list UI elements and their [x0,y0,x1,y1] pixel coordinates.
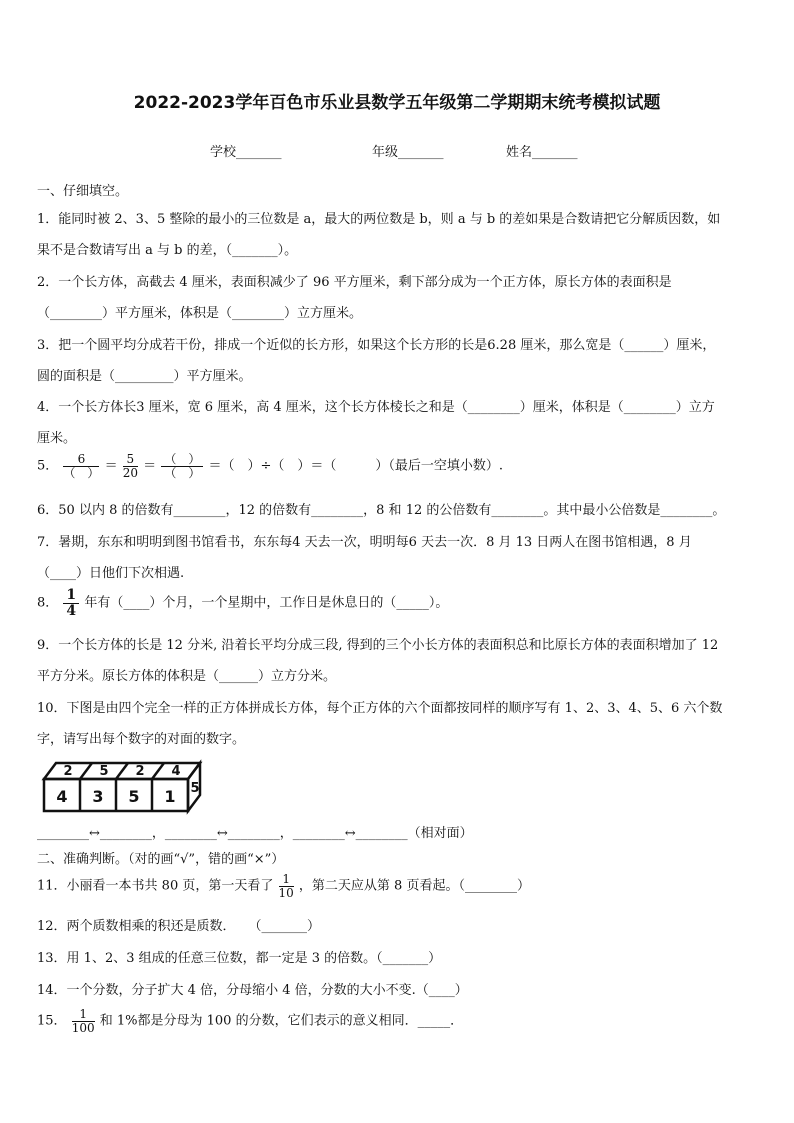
question-4-line-2: 厘米。 [37,431,77,446]
section-heading-2: 二、准确判断。（对的画“√”，错的画“×”） [37,852,285,867]
denominator: 4 [66,602,77,619]
question-2-line-2: （________）平方厘米，体积是（________）立方厘米。 [37,306,363,321]
question-1-line-2: 果不是合数请写出 a 与 b 的差，（_______）。 [37,243,298,258]
question-11-text-end: ，第二天应从第 8 页看起。（________） [298,878,530,894]
question-8-text: 年有（____）个月，一个星期中，工作日是休息日的（_____）。 [84,595,449,611]
question-12: 12．两个质数相乘的积还是质数． （_______） [37,919,321,934]
denominator: 10 [278,885,294,900]
question-1-line-1: 1．能同时被 2、3、5 整除的最小的三位数是 a，最大的两位数是 b，则 a 与 b 的差如果是合数请把它分解质因数，如 [37,212,721,227]
page-title: 2022-2023学年百色市乐业县数学五年级第二学期期末统考模拟试题 [133,93,661,113]
cube-front-digit: 3 [92,787,104,806]
question-4-line-1: 4．一个长方体长3 厘米，宽 6 厘米，高 4 厘米，这个长方体棱长之和是（________）厘米，体积是（________）立方 [37,400,715,415]
question-7-line-2: （____）日他们下次相遇. [37,566,185,581]
question-9-line-1: 9．一个长方体的长是 12 分米, 沿着长平均分成三段, 得到的三个小长方体的表面积总和比原长方体的表面积增加了 12 [37,638,719,653]
denominator: 20 [122,465,139,480]
question-15-text: 和 1%都是分母为 100 的分数，它们表示的意义相同．_____． [99,1013,464,1029]
fraction [161,453,203,479]
cube-top-digit: 2 [135,764,145,779]
question-10-line-1: 10．下图是由四个完全一样的正方体拼成长方体，每个正方体的六个面都按同样的顺序写有 1、2、3、4、5、6 六个数 [37,701,723,716]
equals-sign: ＝ [104,458,118,474]
denominator: （ ） [63,465,100,480]
question-14: 14．一个分数，分子扩大 4 倍，分母缩小 4 倍，分数的大小不变.（____） [37,983,468,998]
numerator: 1 [279,873,294,887]
question-5-rest: ＝（ ）÷（ ）＝（ ）（最后一空填小数）. [208,458,503,474]
question-3-line-1: 3．把一个圆平均分成若干份，排成一个近似的长方形，如果这个长方形的长是6.28 厘米，那么宽是（______）厘米， [37,338,716,353]
numerator: 6 [63,453,99,467]
fraction [279,873,294,899]
question-6: 6．50 以内 8 的倍数有________，12 的倍数有________，8 和 12 的公倍数有________。其中最小公倍数是________。 [37,503,726,518]
fraction [63,588,79,618]
school-field: 学校_______ [210,145,282,160]
equals-sign: ＝ [143,458,157,474]
fraction [72,1008,95,1034]
cube-side-digit: 5 [190,781,200,796]
name-field: 姓名_______ [506,145,578,160]
fraction [63,453,99,479]
numerator: 5 [123,453,138,467]
grade-field: 年级_______ [372,145,444,160]
numerator: （ ） [161,453,203,467]
question-9-line-2: 平方分米。原长方体的体积是（______）立方分米。 [37,669,337,684]
question-5-number: 5． [37,458,59,474]
cube-row-figure [40,755,205,815]
question-3-line-2: 圆的面积是（_________）平方厘米。 [37,369,252,384]
question-11-text: 11．小丽看一本书共 80 页，第一天看了 [37,878,274,894]
cube-front-digit: 1 [164,787,176,806]
question-13: 13．用 1、2、3 组成的任意三位数，都一定是 3 的倍数。（_______） [37,951,442,966]
numerator: 1 [72,1008,95,1022]
question-8-number: 8． [37,595,59,611]
numerator: 1 [63,588,79,604]
question-15-number: 15． [37,1013,67,1029]
question-10-answer-line: ________↔________，________↔________，________↔________（相对面） [37,826,473,841]
question-5 [37,453,503,479]
cube-top-digit: 2 [63,764,73,779]
denominator: （ ） [164,465,201,480]
fraction [123,453,138,479]
section-heading-1: 一、仔细填空。 [37,184,129,199]
cube-top-digit: 4 [171,764,181,779]
cube-front-digit: 5 [128,787,140,806]
denominator: 100 [71,1020,95,1035]
cube-top-digit: 5 [99,764,109,779]
question-7-line-1: 7．暑期，东东和明明到图书馆看书，东东每4 天去一次，明明每6 天去一次．8 月 13 日两人在图书馆相遇，8 月 [37,535,692,550]
question-10-line-2: 字，请写出每个数字的对面的数字。 [37,732,246,747]
cube-front-digit: 4 [56,787,68,806]
question-2-line-1: 2．一个长方体，高截去 4 厘米，表面积减少了 96 平方厘米，剩下部分成为一个正方体，原长方体的表面积是 [37,275,672,290]
question-8 [37,588,448,618]
question-11 [37,873,530,899]
question-15 [37,1008,463,1034]
